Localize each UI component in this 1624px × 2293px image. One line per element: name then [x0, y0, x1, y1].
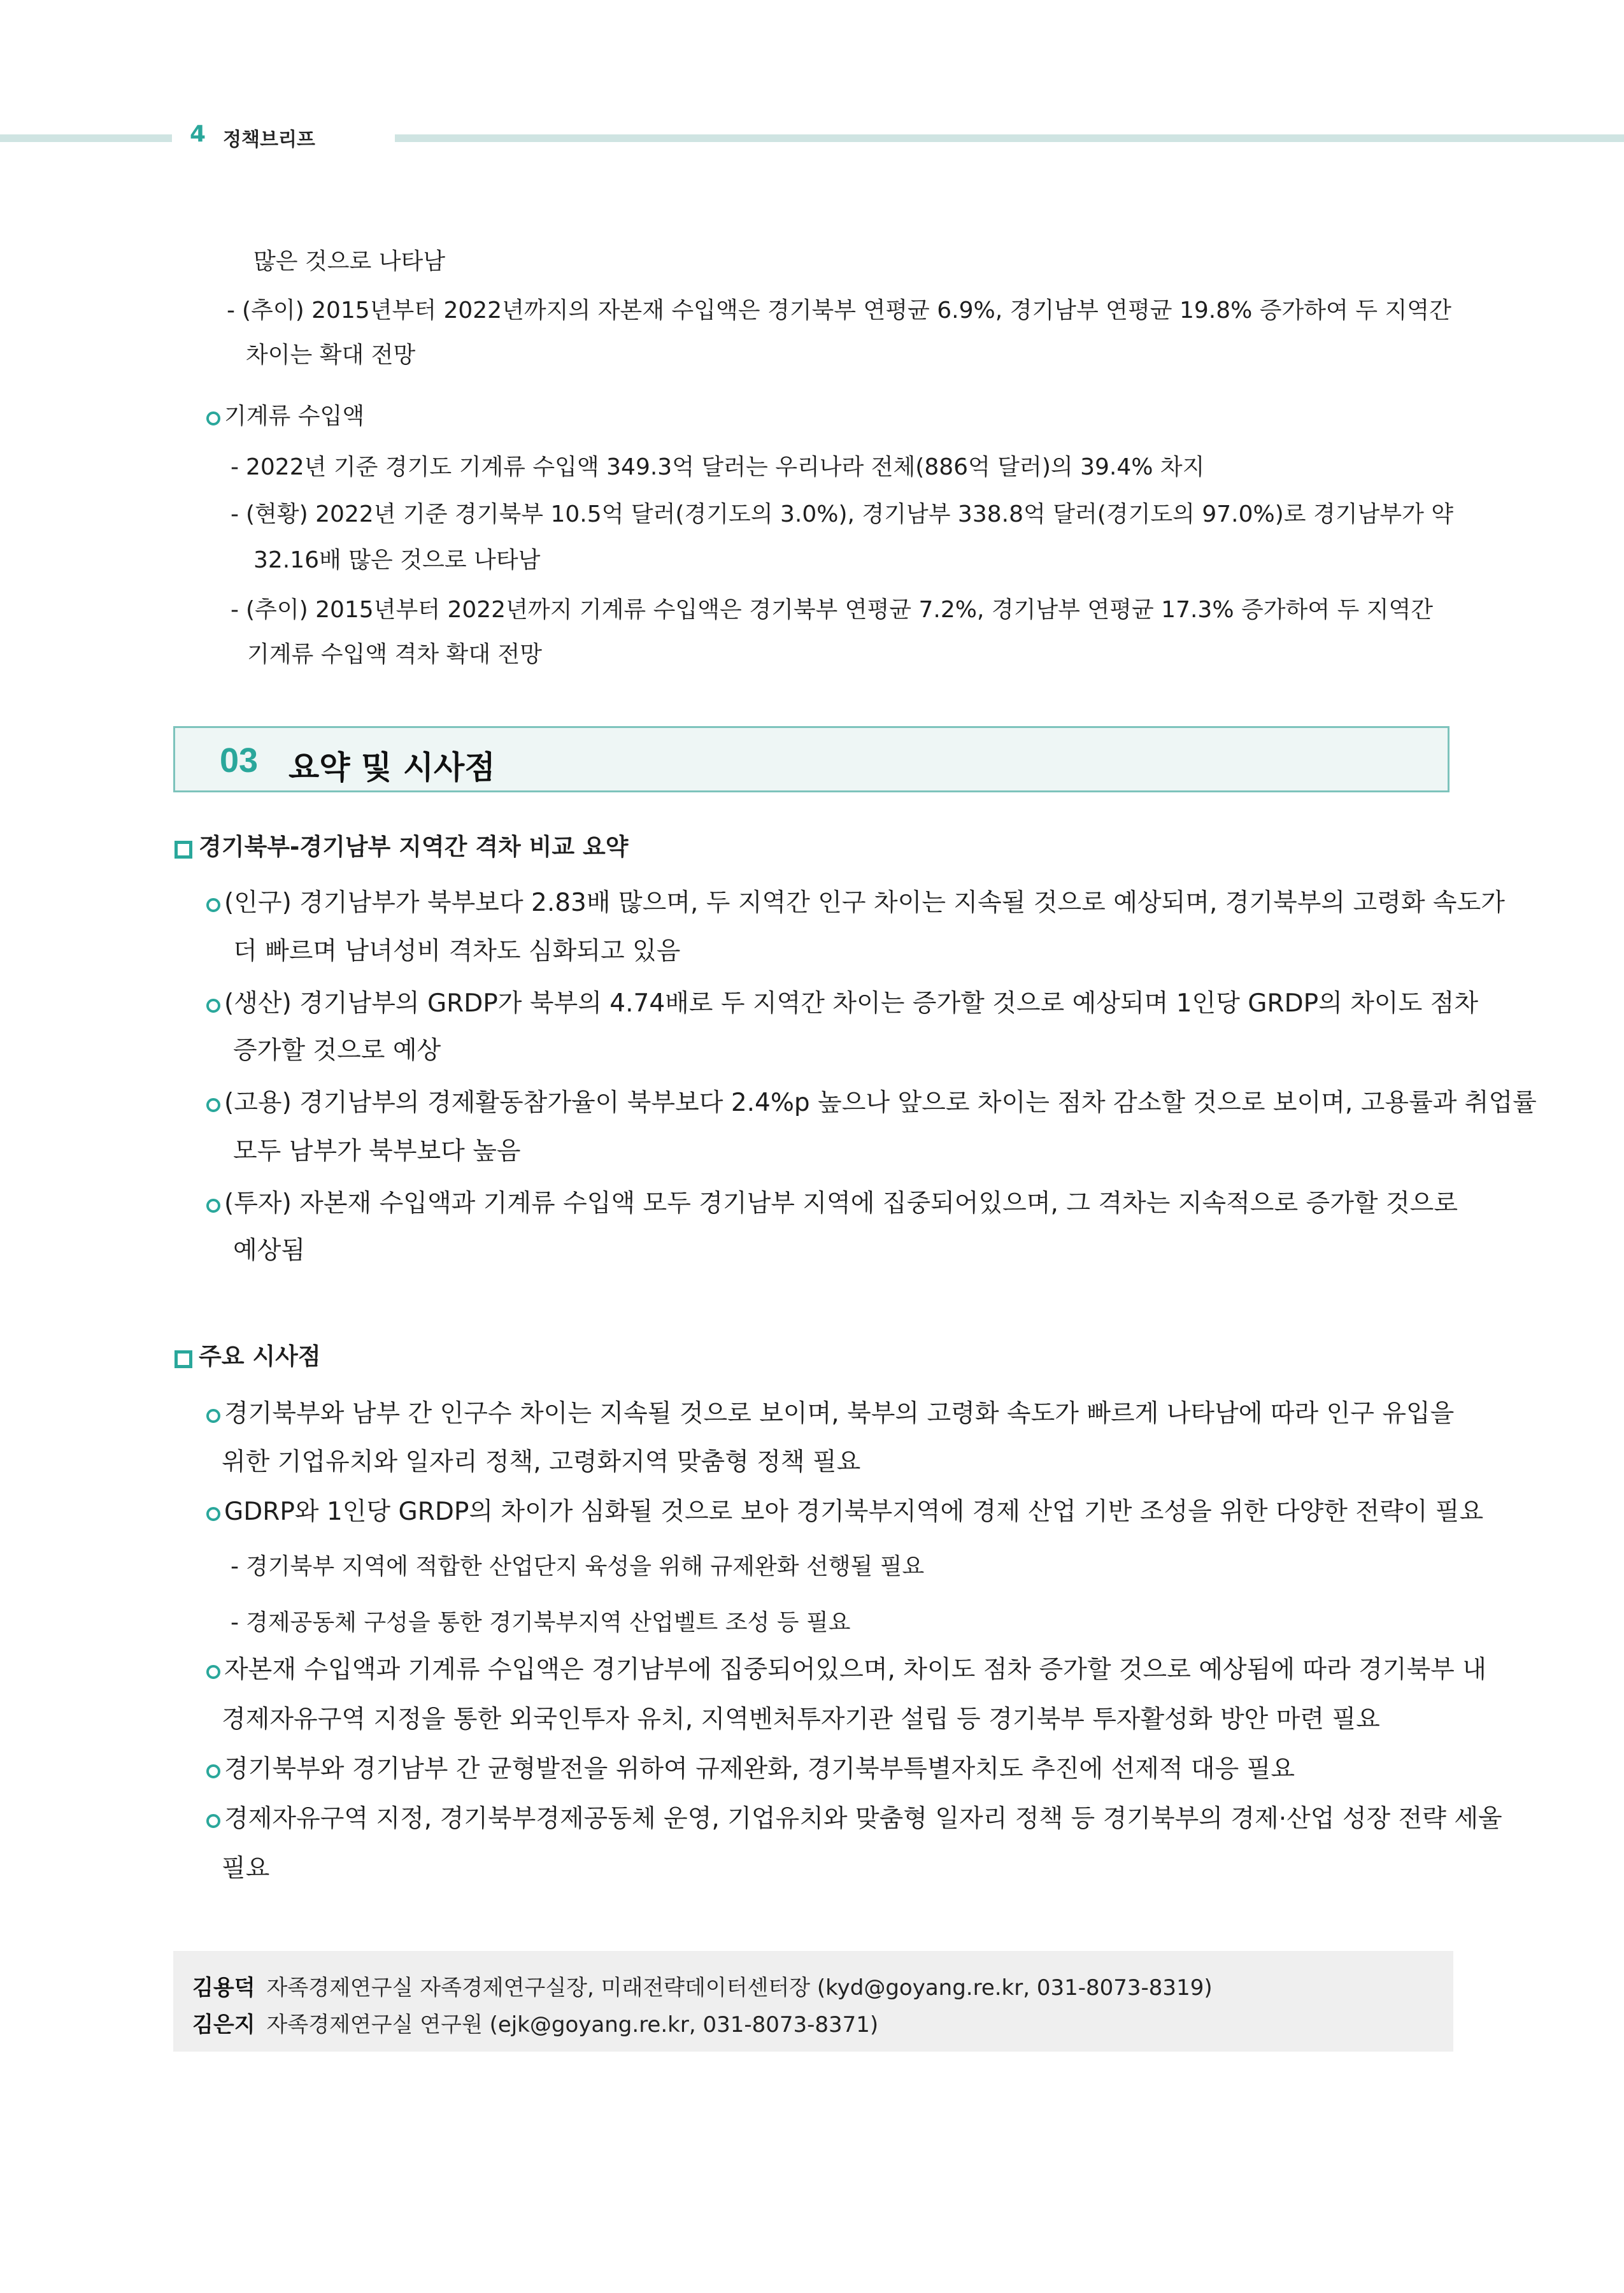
summary-production-line2: 증가할 것으로 예상	[233, 1036, 441, 1065]
implication-2-dash-1: - 경기북부 지역에 적합한 산업단지 육성을 위해 규제완화 선행될 필요	[246, 1552, 924, 1582]
summary-population-line2: 더 빠르며 남녀성비 격차도 심화되고 있음	[233, 937, 681, 966]
implication-2-dash-2: - 경제공동체 구성을 통한 경기북부지역 산업벨트 조성 등 필요	[246, 1608, 851, 1638]
circle-bullet-icon	[206, 411, 220, 425]
author-details: 자족경제연구실 연구원 (ejk@goyang.re.kr, 031-8073-8371)	[266, 2012, 879, 2038]
machinery-heading: 기계류 수입액	[224, 403, 365, 429]
summary-population-line1: (인구) 경기남부가 북부보다 2.83배 많으며, 두 지역간 인구 차이는 지속될 것으로 예상되며, 경기북부의 고령화 속도가	[224, 889, 1505, 917]
machinery-dash-3a: - (추이) 2015년부터 2022년까지 기계류 수입액은 경기북부 연평균 7.2%, 경기남부 연평균 17.3% 증가하여 두 지역간	[246, 595, 1433, 625]
author-name: 김용덕	[192, 1975, 255, 2001]
machinery-dash-2a: - (현황) 2022년 기준 경기북부 10.5억 달러(경기도의 3.0%), 경기남부 338.8억 달러(경기도의 97.0%)로 경기남부가 약	[246, 499, 1453, 530]
header-rule-left	[0, 134, 172, 142]
circle-bullet-icon	[206, 1507, 220, 1521]
circle-bullet-icon	[206, 898, 220, 912]
square-bullet-icon	[175, 841, 192, 859]
page-number: 4	[190, 121, 206, 147]
implication-5-line2: 필요	[222, 1854, 270, 1883]
running-header-title: 정책브리프	[223, 129, 315, 151]
summary-heading: 경기북부-경기남부 지역간 격차 비교 요약	[199, 833, 629, 861]
circle-bullet-icon	[206, 1814, 220, 1828]
circle-bullet-icon	[206, 1098, 220, 1112]
author-row	[192, 2007, 878, 2038]
circle-bullet-icon	[206, 999, 220, 1013]
author-name: 김은지	[192, 2012, 255, 2038]
implication-2: GDRP와 1인당 GRDP의 차이가 심화될 것으로 보아 경기북부지역에 경제 산업 기반 조성을 위한 다양한 전략이 필요	[224, 1497, 1484, 1526]
circle-bullet-icon	[206, 1199, 220, 1213]
section-heading-box	[173, 726, 1449, 792]
machinery-dash-3b: 기계류 수입액 격차 확대 전망	[247, 641, 543, 668]
trend-capital-line1: - (추이) 2015년부터 2022년까지의 자본재 수입액은 경기북부 연평균 6.9%, 경기남부 연평균 19.8% 증가하여 두 지역간	[242, 296, 1451, 326]
summary-investment-line2: 예상됨	[233, 1236, 306, 1265]
continued-line: 많은 것으로 나타남	[253, 248, 446, 275]
summary-employment-line2: 모두 남부가 북부보다 높음	[233, 1137, 521, 1166]
summary-investment-line1: (투자) 자본재 수입액과 기계류 수입액 모두 경기남부 지역에 집중되어있으며, 그 격차는 지속적으로 증가할 것으로	[224, 1189, 1458, 1218]
circle-bullet-icon	[206, 1409, 220, 1423]
section-title: 요약 및 시사점	[288, 749, 495, 786]
section-number: 03	[220, 741, 259, 780]
trend-capital-line2: 차이는 확대 전망	[246, 342, 416, 368]
implication-1-line2: 위한 기업유치와 일자리 정책, 고령화지역 맞춤형 정책 필요	[222, 1448, 861, 1476]
author-details: 자족경제연구실 자족경제연구실장, 미래전략데이터센터장 (kyd@goyang.re.kr, 031-8073-8319)	[266, 1975, 1213, 2001]
implication-4: 경기북부와 경기남부 간 균형발전을 위하여 규제완화, 경기북부특별자치도 추진에 선제적 대응 필요	[224, 1755, 1295, 1783]
machinery-dash-1: - 2022년 기준 경기도 기계류 수입액 349.3억 달러는 우리나라 전체(886억 달러)의 39.4% 차지	[246, 452, 1204, 483]
square-bullet-icon	[175, 1350, 192, 1368]
circle-bullet-icon	[206, 1764, 220, 1778]
circle-bullet-icon	[206, 1665, 220, 1679]
author-row	[192, 1970, 1213, 2001]
implication-3-line1: 자본재 수입액과 기계류 수입액은 경기남부에 집중되어있으며, 차이도 점차 증가할 것으로 예상됨에 따라 경기북부 내	[224, 1655, 1486, 1684]
implications-heading: 주요 시사점	[199, 1343, 321, 1370]
machinery-dash-2b: 32.16배 많은 것으로 나타남	[253, 547, 541, 573]
summary-employment-line1: (고용) 경기남부의 경제활동참가율이 북부보다 2.4%p 높으나 앞으로 차이는 점차 감소할 것으로 보이며, 고용률과 취업률	[224, 1089, 1537, 1117]
author-info-box	[173, 1951, 1453, 2052]
implication-5-line1: 경제자유구역 지정, 경기북부경제공동체 운영, 기업유치와 맞춤형 일자리 정책 등 경기북부의 경제·산업 성장 전략 세울	[224, 1804, 1502, 1833]
implication-3-line2: 경제자유구역 지정을 통한 외국인투자 유치, 지역벤처투자기관 설립 등 경기북부 투자활성화 방안 마련 필요	[222, 1705, 1380, 1734]
header-rule-right	[395, 134, 1624, 142]
summary-production-line1: (생산) 경기남부의 GRDP가 북부의 4.74배로 두 지역간 차이는 증가할 것으로 예상되며 1인당 GRDP의 차이도 점차	[224, 989, 1478, 1018]
implication-1-line1: 경기북부와 남부 간 인구수 차이는 지속될 것으로 보이며, 북부의 고령화 속도가 빠르게 나타남에 따라 인구 유입을	[224, 1399, 1455, 1428]
